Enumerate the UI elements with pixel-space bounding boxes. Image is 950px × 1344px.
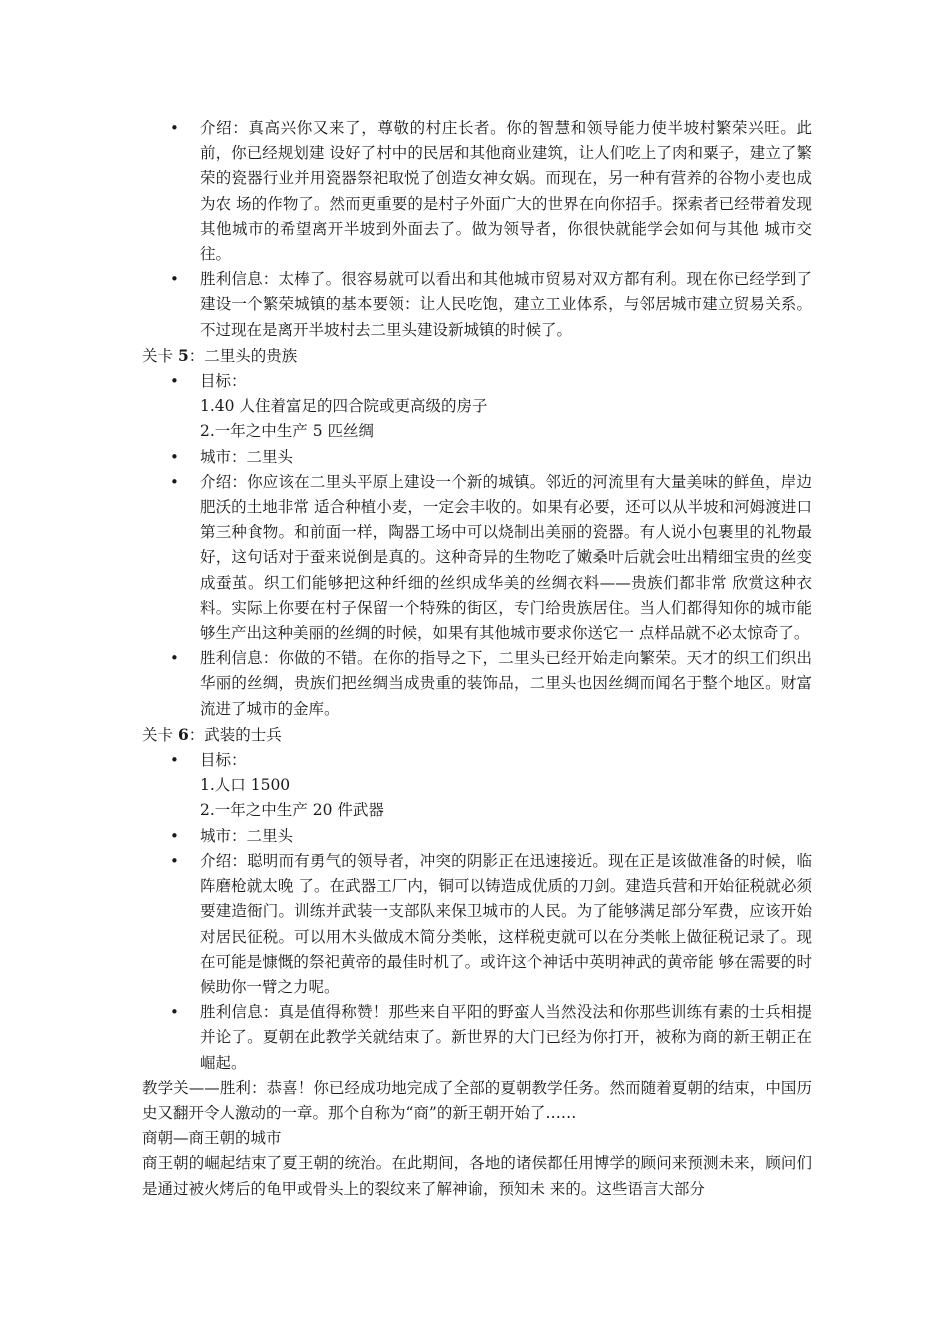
level6-heading-title: ：武装的士兵 — [188, 725, 282, 744]
level5-city: • 城市：二里头 — [142, 445, 812, 470]
level5-heading-number: 5 — [177, 345, 189, 365]
shang-body-paragraph: 商王朝的崛起结束了夏王朝的统治。在此期间，各地的诸侯都任用博学的顾问来预测未来，顾问们是通过被火烤后的龟甲或骨头上的裂纹来了解神谕，预知未 来的。这些语言大部分 — [142, 1154, 812, 1198]
tutorial-end-paragraph: 教学关——胜利：恭喜！你已经成功地完成了全部的夏朝教学任务。然而随着夏朝的结束，中国历史又翻开令人激动的一章。那个自称为“商”的新王朝开始了…… — [142, 1078, 812, 1122]
level6-intro: • 介绍：聪明而有勇气的领导者，冲突的阴影正在迅速接近。现在正是该做准备的时候，临阵磨枪就太晚 了。在武器工厂内，铜可以铸造成优质的刀剑。建造兵营和开始征税就必须要建造衙门。训练并武装一支部队来保卫城市的人民。为了能够满足部分军费，应该开始 对居民征税。可以用木头做成木简分类帐，这样税吏就可以在分类帐上做征税记录了。现在可能是慷慨的祭祀黄帝的最佳时机了。或许这个神话中英明神武的黄帝能 够在需要的时候助你一臂之力呢。 — [142, 849, 812, 1000]
level5-heading — [142, 343, 812, 369]
level6-heading-prefix: 关卡 — [142, 725, 178, 744]
level5-goal-1: 1.40 人住着富足的四合院或更高级的房子 — [200, 397, 488, 416]
document-body — [142, 116, 812, 1202]
level5-goal-label: • 目标： — [142, 369, 812, 394]
level5-victory: • 胜利信息：你做的不错。在你的指导之下，二里头已经开始走向繁荣。天才的织工们织出华丽的丝绸，贵族们把丝绸当成贵重的装饰品，二里头也因丝绸而闻名于整个地区。财富流进了城市的金库。 — [142, 646, 812, 722]
level6-victory: • 胜利信息：真是值得称赞！那些来自平阳的野蛮人当然没法和你那些训练有素的士兵相提并论了。夏朝在此教学关就结束了。新世界的大门已经为你打开，被称为商的新王朝正在崛起。 — [142, 1000, 812, 1076]
level5-goal-2: 2.一年之中生产 5 匹丝绸 — [200, 422, 375, 441]
level5-intro: • 介绍：你应该在二里头平原上建设一个新的城镇。邻近的河流里有大量美味的鲜鱼，岸边肥沃的土地非常 适合种植小麦，一定会丰收的。如果有必要，还可以从半坡和河姆渡进口第三种食物。和前面一样，陶器工场中可以烧制出美丽的瓷器。有人说小包裹里的礼物最 好，这句话对于蚕来说倒是真的。这种奇异的生物吃了嫩桑叶后就会吐出精细宝贵的丝变成蚕茧。织工们能够把这种纤细的丝织成华美的丝绸衣料——贵族们都非常 欣赏这种衣料。实际上你要在村子保留一个特殊的街区，专门给贵族居住。当人们都得知你的城市能够生产出这种美丽的丝绸的时候，如果有其他城市要求你送它一 点样品就不必太惊奇了。 — [142, 470, 812, 646]
level6-goal-label: • 目标： — [142, 748, 812, 773]
level6-goal-2: 2.一年之中生产 20 件武器 — [200, 801, 384, 820]
level4-victory: • 胜利信息：太棒了。很容易就可以看出和其他城市贸易对双方都有利。现在你已经学到了建设一个繁荣城镇的基本要领：让人民吃饱，建立工业体系，与邻居城市建立贸易关系。不过现在是离开半坡村去二里头建设新城镇的时候了。 — [142, 267, 812, 343]
level4-intro: • 介绍：真高兴你又来了，尊敬的村庄长者。你的智慧和领导能力使半坡村繁荣兴旺。此前，你已经规划建 设好了村中的民居和其他商业建筑，让人们吃上了肉和粟子，建立了繁荣的瓷器行业并用瓷器祭祀取悦了创造女神女娲。而现在，另一种有营养的谷物小麦也成为农 场的作物了。然而更重要的是村子外面广大的世界在向你招手。探索者已经带着发现其他城市的希望离开半坡到外面去了。做为领导者，你很快就能学会如何与其他 城市交往。 — [142, 116, 812, 267]
shang-heading: 商朝—商王朝的城市 — [142, 1129, 282, 1148]
level6-heading — [142, 722, 812, 748]
level5-heading-prefix: 关卡 — [142, 346, 178, 365]
level5-heading-title: ：二里头的贵族 — [188, 346, 298, 365]
level6-city: • 城市：二里头 — [142, 824, 812, 849]
level6-heading-number: 6 — [177, 724, 189, 744]
level6-goal-1: 1.人口 1500 — [200, 776, 291, 795]
